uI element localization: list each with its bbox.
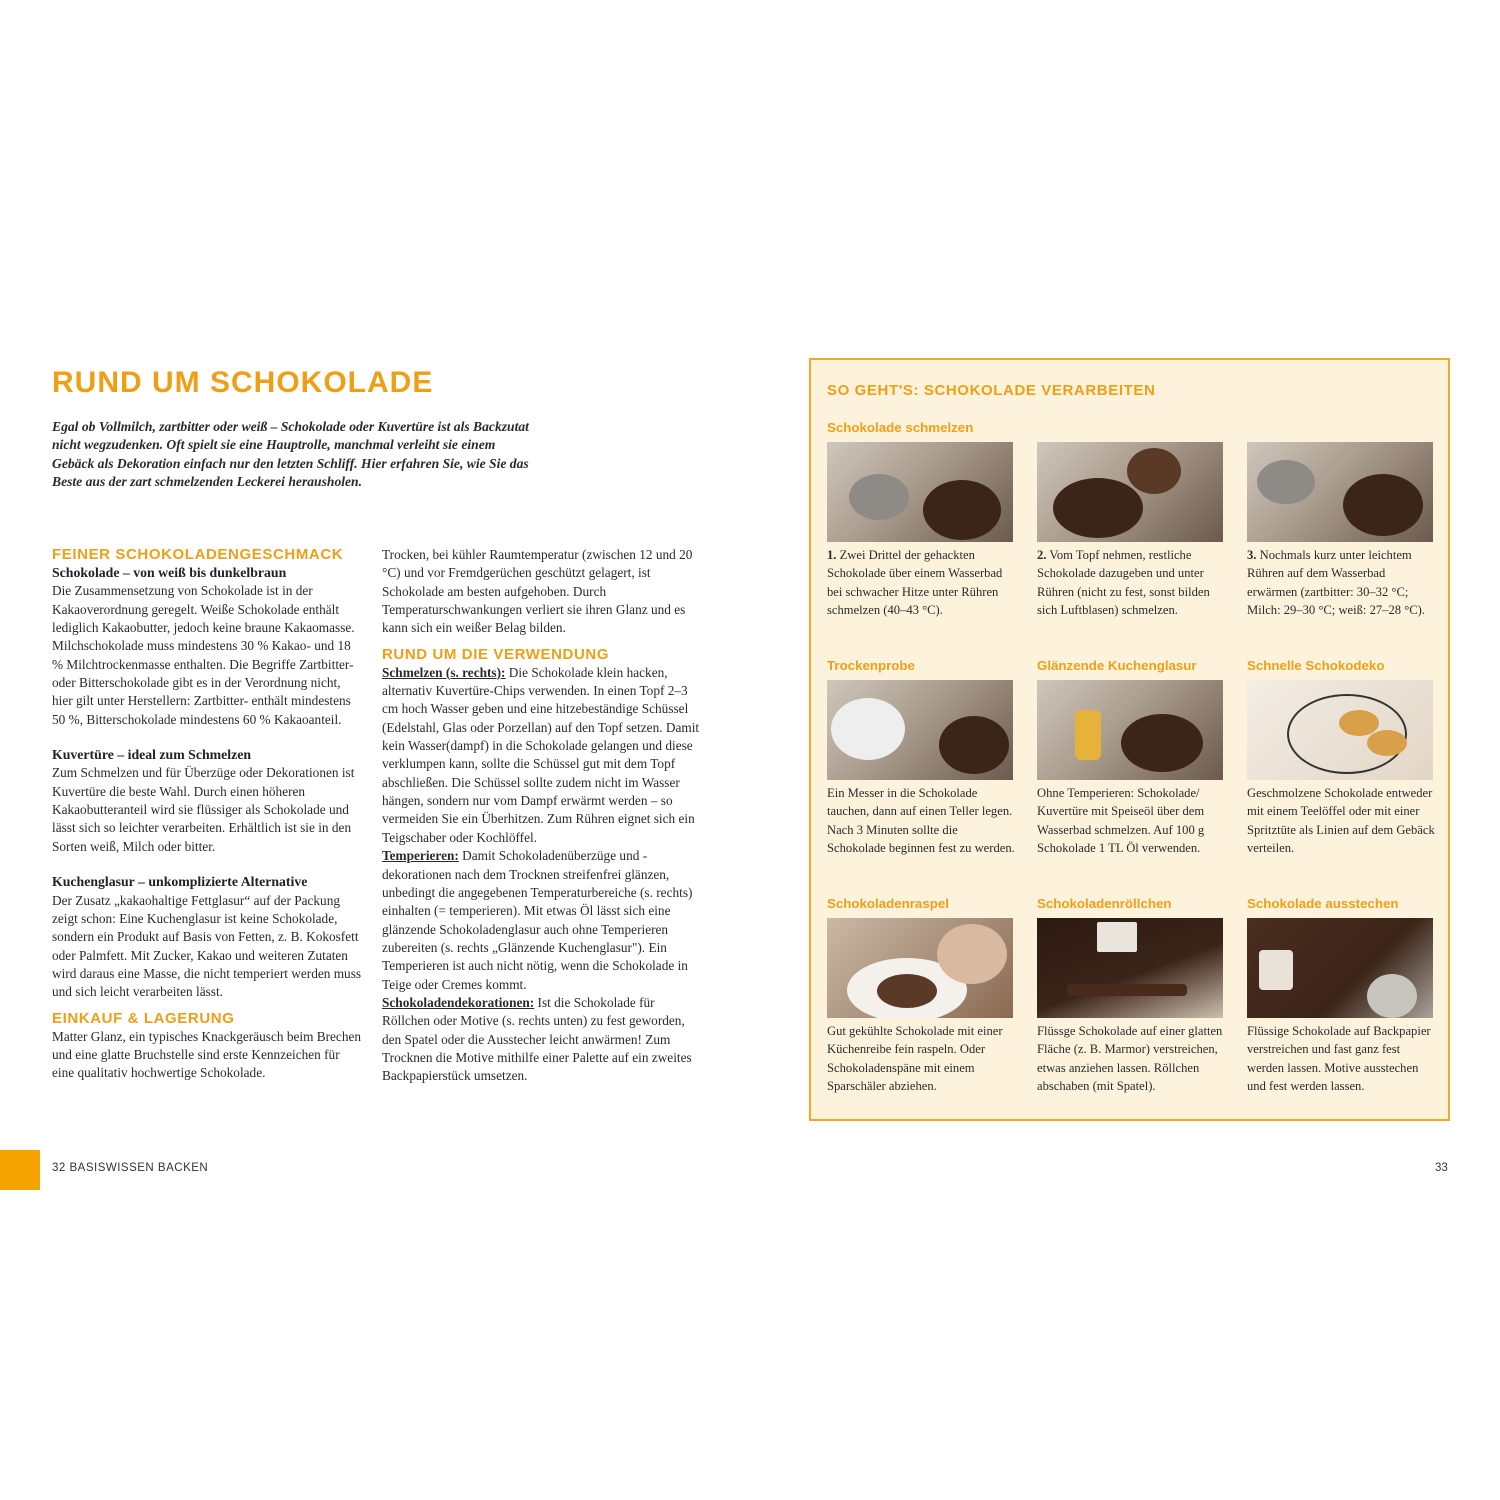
footer-right-page: 33 [1435, 1162, 1448, 1174]
paragraph-schmelzen [382, 664, 702, 847]
step-description [1247, 1022, 1435, 1095]
step-card [827, 896, 1015, 1095]
step-photo [827, 680, 1013, 780]
label-schmelzen: Schmelzen (s. rechts): [382, 664, 506, 680]
text-schmelzen: Die Schokolade klein hacken, alternativ Kuvertüre-Chips verwenden. In einen Topf 2–3 cm hoch Wasser geben und eine hitzebeständige Schüssel (Edelstahl, Glas oder Porzellan) auf den Topf setzen. Damit kein Wasser(dampf) in die Schokolade gelangen und diese verklumpen kann, sollte die Schüssel gut mit dem Topf abschließen. Die Schüssel sollte zudem nicht im Wasser hängen, sondern nur vom Dampf erwärmt werden – so vermeiden Sie ein Überhitzen. Zum Rühren eignet sich ein Teigschaber oder Kochlöffel. [382, 664, 700, 845]
step-text: Ohne Temperieren: Schokolade/ Kuvertüre mit Speiseöl über dem Wasserbad schmelzen. Auf 100 g Schokolade 1 TL Öl verwenden. [1037, 786, 1205, 855]
footer-left-page: 32 BASISWISSEN BACKEN [52, 1162, 209, 1174]
step-photo [1037, 442, 1223, 542]
howto-box [809, 358, 1450, 1121]
label-temperieren: Temperieren: [382, 848, 459, 864]
step-description [1037, 784, 1225, 857]
step-photo [827, 918, 1013, 1018]
intro-text: Egal ob Vollmilch, zartbitter oder weiß – Schokolade oder Kuvertüre ist als Backzutat nicht wegzudenken. Oft spielt sie eine Hauptrolle, manchmal verleiht sie einem Gebäck als Dekoration einfach nur den letzten Schliff. Hier erfahren Sie, wie Sie das Beste aus der zart schmelzenden Leckerei herausholen. [52, 419, 529, 490]
step-text: Geschmolzene Schokolade entweder mit einem Teelöffel oder mit einer Spritztüte als Linien auf dem Gebäck verteilen. [1247, 786, 1435, 855]
step-heading: Glänzende Kuchenglasur [1037, 658, 1197, 673]
step-card [1247, 420, 1435, 619]
step-heading [1247, 420, 1435, 442]
step-heading: Trockenprobe [827, 658, 915, 673]
step-text: Ein Messer in die Schokolade tauchen, dann auf einen Teller legen. Nach 3 Minuten sollte die Schokolade beginnen fest zu werden. [827, 786, 1015, 855]
step-description [827, 784, 1015, 857]
text-dekorationen: Ist die Schokolade für Röllchen oder Motive (s. rechts unten) zu fest geworden, den Spatel oder die Ausstecher leicht anwärmen! Zum Trocknen die Motive mithilfe einer Palette auf ein zweites Backpapierstück umsetzen. [382, 994, 692, 1084]
step-photo [1247, 918, 1433, 1018]
subheading-kuvertuere: Kuvertüre – ideal zum Schmelzen [52, 747, 252, 763]
step-photo [1037, 918, 1223, 1018]
step-card [1037, 420, 1225, 619]
step-photo [827, 442, 1013, 542]
paragraph-kuchenglasur: Der Zusatz „kakaohaltige Fettglasur“ auf der Packung zeigt schon: Eine Kuchenglasur ist keine Schokolade, sondern ein Produkt auf Basis von Fetten, z. B. Kokosfett oder Palmfett. Mit Zucker, Kakao und weiteren Zutaten wird daraus eine Masse, die nicht temperiert werden muss und sich leicht verarbeiten lässt. [52, 892, 362, 1000]
step-number: 3. [1247, 548, 1257, 562]
paragraph-temperieren [382, 847, 702, 994]
page-title: RUND UM SCHOKOLADE [52, 366, 434, 399]
paragraph-schokolade: Die Zusammensetzung von Schokolade ist in der Kakaoverordnung geregelt. Weiße Schokolade enthält lediglich Kakaobutter, jedoch keine braune Kakaomasse. Milchschokolade muss mindestens 30 % Kakao- und 18 % Milchtrockenmasse enthalten. Die Begriffe Zartbitter- oder Bitterschokolade gibt es in der Verordnung nicht, hier gilt unter Herstellern: Zartbitter- enthält mindestens 50 %, Bitterschokolade mindestens 60 % Kakaoanteil. [52, 583, 355, 727]
step-card [1247, 896, 1435, 1095]
step-heading: Schnelle Schokodeko [1247, 658, 1385, 673]
step-text: Flüssige Schokolade auf Backpapier verstreichen und fast ganz fest werden lassen. Motive ausstechen und fest werden lassen. [1247, 1024, 1431, 1093]
step-description [1247, 784, 1435, 857]
paragraph-lagerung: Trocken, bei kühler Raumtemperatur (zwischen 12 und 20 °C) und vor Fremdgerüchen geschützt gelagert, ist Schokolade am besten aufgehoben. Durch Temperaturschwankungen verliert sie ihren Glanz und es kann sich ein weißer Belag bilden. [382, 547, 693, 636]
paragraph-einkauf: Matter Glanz, ein typisches Knackgeräusch beim Brechen und eine glatte Bruchstelle sind erste Kennzeichen für eine qualitativ hochwertige Schokolade. [52, 1028, 362, 1081]
step-description [827, 1022, 1015, 1095]
step-card [827, 420, 1015, 619]
footer-color-mark [0, 1150, 40, 1190]
step-heading [1037, 420, 1225, 442]
step-number: 1. [827, 548, 837, 562]
paragraph-kuvertuere: Zum Schmelzen und für Überzüge oder Dekorationen ist Kuvertüre die beste Wahl. Durch einen höheren Kakaobutteranteil wird sie flüssiger als Schokolade und lässt sich so leichter verarbeiten. Erhältlich ist sie in den Sorten weiß, Milch oder bitter. [52, 765, 355, 854]
section-heading-verwendung: RUND UM DIE VERWENDUNG [382, 645, 610, 663]
step-text: Nochmals kurz unter leichtem Rühren auf dem Wasserbad erwärmen (zartbitter: 30–32 °C; Milch: 29–30 °C; weiß: 27–28 °C). [1247, 548, 1425, 617]
step-text: Zwei Drittel der gehackten Schokolade über einem Wasserbad bei schwacher Hitze unter Rühren schmelzen (40–43 °C). [827, 548, 1003, 617]
text-column-1 [52, 546, 362, 1083]
subheading-kuchenglasur: Kuchenglasur – unkomplizierte Alternative [52, 874, 308, 890]
step-heading: Schokolade schmelzen [827, 420, 974, 435]
step-text: Gut gekühlte Schokolade mit einer Küchenreibe fein raspeln. Oder Schokoladenspäne mit einem Sparschäler abziehen. [827, 1024, 1003, 1093]
step-heading: Schokolade ausstechen [1247, 896, 1399, 911]
step-description [1247, 546, 1435, 619]
section-heading-geschmack: FEINER SCHOKOLADENGESCHMACK [52, 546, 344, 563]
step-text: Vom Topf nehmen, restliche Schokolade dazugeben und unter Rühren (nicht zu fest, sonst bilden sich Luftblasen) schmelzen. [1037, 548, 1210, 617]
howto-title: SO GEHT'S: SCHOKOLADE VERARBEITEN [827, 382, 1156, 399]
step-card [1037, 896, 1225, 1095]
subheading-schokolade: Schokolade – von weiß bis dunkelbraun [52, 565, 287, 580]
label-dekorationen: Schokoladendekorationen: [382, 994, 535, 1010]
step-card [1037, 658, 1225, 857]
step-description [1037, 1022, 1225, 1095]
text-temperieren: Damit Schokoladenüberzüge und -dekorationen nach dem Trocknen streifenfrei glänzen, unbedingt die angegebenen Temperaturbereiche (s. rechts) einhalten (= temperieren). Mit etwas Öl lässt sich eine glänzende Schokoladenglasur auch ohne Temperieren zubereiten (s. rechts „Glänzende Kuchenglasur"). Ein Temperieren ist auch nicht nötig, wenn die Schokolade in Teige oder Cremes kommt. [382, 848, 693, 992]
step-heading: Schokoladenraspel [827, 896, 949, 911]
text-column-2 [382, 546, 702, 1086]
step-photo [1037, 680, 1223, 780]
step-number: 2. [1037, 548, 1047, 562]
section-heading-einkauf: EINKAUF & LAGERUNG [52, 1009, 235, 1027]
step-text: Flüssge Schokolade auf einer glatten Fläche (z. B. Marmor) verstreichen, etwas anziehen lassen. Röllchen abschaben (mit Spatel). [1037, 1024, 1223, 1093]
step-card [827, 658, 1015, 857]
step-heading: Schokoladenröllchen [1037, 896, 1172, 911]
step-photo [1247, 442, 1433, 542]
step-description [827, 546, 1015, 619]
paragraph-dekorationen [382, 994, 702, 1086]
step-card [1247, 658, 1435, 857]
step-description [1037, 546, 1225, 619]
step-photo [1247, 680, 1433, 780]
